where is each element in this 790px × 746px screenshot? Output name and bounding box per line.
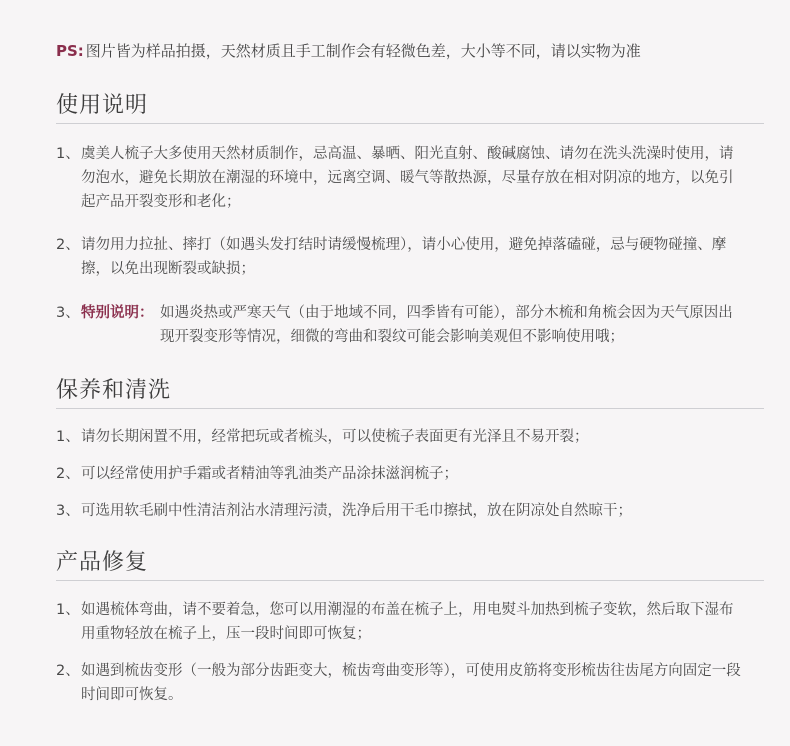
ps-notice bbox=[56, 40, 641, 62]
item-number: 3、 bbox=[56, 305, 80, 321]
item-number: 1、 bbox=[56, 602, 80, 618]
item-text: 如遇到梳齿变形（一般为部分齿距变大，梳齿弯曲变形等），可使用皮筋将变形梳齿往齿尾方向固定一段时间即可恢复。 bbox=[81, 663, 741, 703]
item-text: 如遇炎热或严寒天气（由于地域不同，四季皆有可能），部分木梳和角梳会因为天气原因出现开裂变形等情况，细微的弯曲和裂纹可能会影响美观但不影响使用哦； bbox=[160, 305, 733, 345]
list-item bbox=[56, 233, 746, 281]
special-note-label: 特别说明： bbox=[81, 305, 154, 321]
item-number: 1、 bbox=[56, 429, 80, 445]
item-number: 3、 bbox=[56, 503, 80, 519]
list-item bbox=[56, 142, 746, 214]
list-item bbox=[56, 425, 746, 449]
section-title-care: 保养和清洗 bbox=[56, 378, 172, 403]
item-number: 1、 bbox=[56, 146, 80, 162]
item-text: 请勿用力拉扯、摔打（如遇头发打结时请缓慢梳理），请小心使用，避免掉落磕碰，忌与硬物碰撞、摩擦，以免出现断裂或缺损； bbox=[81, 237, 727, 277]
list-item-special bbox=[56, 301, 746, 349]
list-item bbox=[56, 462, 746, 486]
ps-text: 图片皆为样品拍摄，天然材质且手工制作会有轻微色差，大小等不同，请以实物为准 bbox=[85, 42, 641, 60]
item-text: 请勿长期闲置不用，经常把玩或者梳头，可以使梳子表面更有光泽且不易开裂； bbox=[81, 429, 589, 445]
item-text: 如遇梳体弯曲，请不要着急，您可以用潮湿的布盖在梳子上，用电熨斗加热到梳子变软，然后取下湿布用重物轻放在梳子上，压一段时间即可恢复； bbox=[81, 602, 734, 642]
list-item bbox=[56, 499, 746, 523]
list-item bbox=[56, 598, 746, 646]
item-number: 2、 bbox=[56, 663, 80, 679]
item-text: 虞美人梳子大多使用天然材质制作，忌高温、暴晒、阳光直射、酸碱腐蚀、请勿在洗头洗澡时使用，请勿泡水，避免长期放在潮湿的环境中，远离空调、暖气等散热源，尽量存放在相对阴凉的地方，以免引起产品开裂变形和老化； bbox=[81, 146, 734, 210]
ps-tag: PS: bbox=[56, 42, 84, 60]
item-number: 2、 bbox=[56, 237, 80, 253]
list-item bbox=[56, 659, 746, 707]
item-text: 可选用软毛刷中性清洁剂沾水清理污渍，洗净后用干毛巾擦拭，放在阴凉处自然晾干； bbox=[81, 503, 632, 519]
section-divider bbox=[56, 123, 764, 124]
section-title-usage: 使用说明 bbox=[56, 93, 149, 118]
item-text: 可以经常使用护手霜或者精油等乳油类产品涂抹滋润梳子； bbox=[81, 466, 458, 482]
section-divider bbox=[56, 580, 764, 581]
section-divider bbox=[56, 408, 764, 409]
section-title-repair: 产品修复 bbox=[56, 550, 149, 575]
item-number: 2、 bbox=[56, 466, 80, 482]
